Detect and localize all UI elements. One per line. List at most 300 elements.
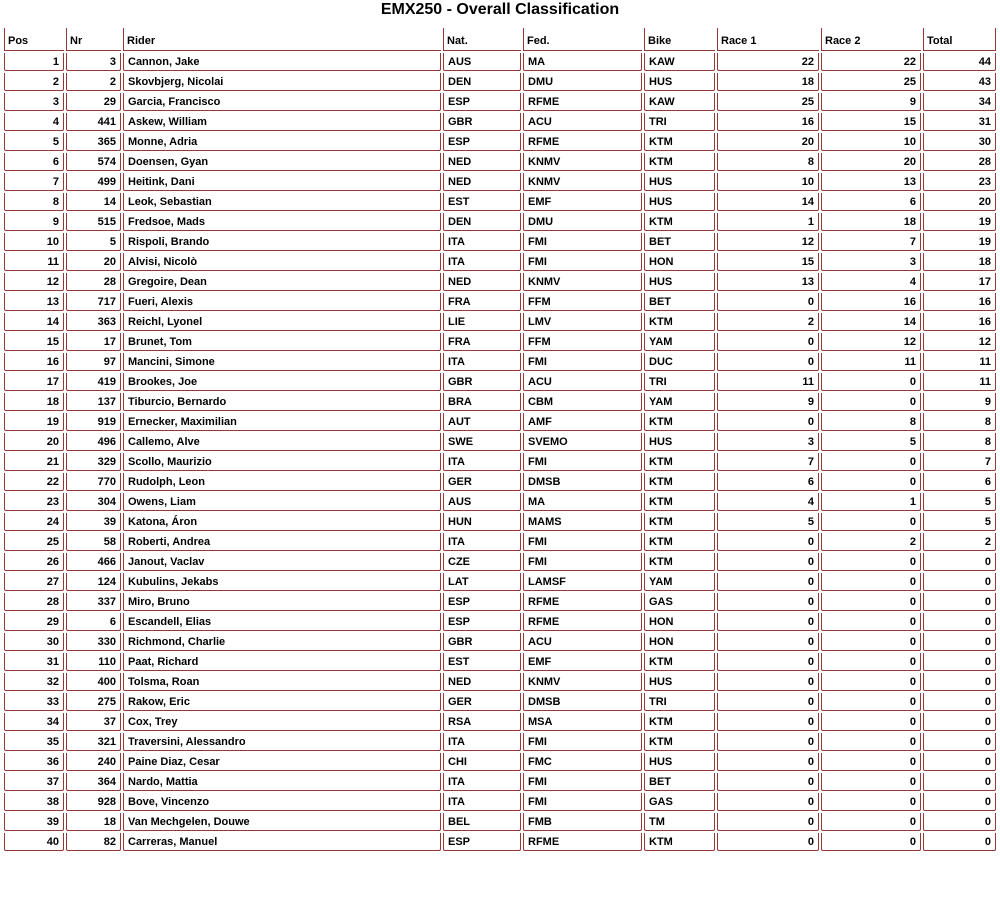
- race1-cell: 0: [717, 833, 819, 851]
- nat-cell: ITA: [443, 773, 521, 791]
- nr-cell: 5: [66, 233, 121, 251]
- total-cell: 0: [923, 813, 996, 831]
- total-cell: 43: [923, 73, 996, 91]
- table-row: [4, 493, 996, 511]
- nr-cell: 363: [66, 313, 121, 331]
- race1-cell: 18: [717, 73, 819, 91]
- table-row: [4, 313, 996, 331]
- rider-cell: Cox, Trey: [123, 713, 441, 731]
- rider-cell: Reichl, Lyonel: [123, 313, 441, 331]
- table-row: [4, 413, 996, 431]
- rider-cell: Ernecker, Maximilian: [123, 413, 441, 431]
- nat-cell: ESP: [443, 613, 521, 631]
- rider-cell: Bove, Vincenzo: [123, 793, 441, 811]
- table-row: [4, 553, 996, 571]
- bike-cell: KTM: [644, 153, 715, 171]
- page-title: EMX250 - Overall Classification: [380, 1, 620, 18]
- total-cell: 2: [923, 533, 996, 551]
- fed-cell: FMI: [523, 253, 642, 271]
- rider-cell: Mancini, Simone: [123, 353, 441, 371]
- race1-cell: 1: [717, 213, 819, 231]
- fed-cell: MSA: [523, 713, 642, 731]
- race2-cell: 0: [821, 453, 921, 471]
- table-row: [4, 173, 996, 191]
- column-header-total: Total: [923, 28, 996, 51]
- bike-cell: BET: [644, 293, 715, 311]
- race2-cell: 5: [821, 433, 921, 451]
- race2-cell: 12: [821, 333, 921, 351]
- rider-cell: Heitink, Dani: [123, 173, 441, 191]
- rider-cell: Monne, Adria: [123, 133, 441, 151]
- nr-cell: 17: [66, 333, 121, 351]
- total-cell: 0: [923, 773, 996, 791]
- total-cell: 23: [923, 173, 996, 191]
- fed-cell: FFM: [523, 293, 642, 311]
- rider-cell: Roberti, Andrea: [123, 533, 441, 551]
- nat-cell: ITA: [443, 253, 521, 271]
- fed-cell: FMI: [523, 233, 642, 251]
- race2-cell: 0: [821, 573, 921, 591]
- nr-cell: 321: [66, 733, 121, 751]
- table-row: [4, 73, 996, 91]
- fed-cell: FMB: [523, 813, 642, 831]
- pos-cell: 36: [4, 753, 64, 771]
- total-cell: 18: [923, 253, 996, 271]
- table-row: [4, 333, 996, 351]
- race2-cell: 3: [821, 253, 921, 271]
- nat-cell: GBR: [443, 633, 521, 651]
- race2-cell: 18: [821, 213, 921, 231]
- total-cell: 28: [923, 153, 996, 171]
- fed-cell: FMI: [523, 733, 642, 751]
- rider-cell: Tiburcio, Bernardo: [123, 393, 441, 411]
- nat-cell: NED: [443, 173, 521, 191]
- table-row: [4, 693, 996, 711]
- total-cell: 5: [923, 493, 996, 511]
- rider-cell: Miro, Bruno: [123, 593, 441, 611]
- fed-cell: FMC: [523, 753, 642, 771]
- fed-cell: RFME: [523, 133, 642, 151]
- fed-cell: KNMV: [523, 173, 642, 191]
- table-row: [4, 93, 996, 111]
- nat-cell: EST: [443, 653, 521, 671]
- nat-cell: EST: [443, 193, 521, 211]
- fed-cell: FMI: [523, 353, 642, 371]
- race2-cell: 0: [821, 553, 921, 571]
- bike-cell: KTM: [644, 213, 715, 231]
- nr-cell: 717: [66, 293, 121, 311]
- table-row: [4, 773, 996, 791]
- nat-cell: FRA: [443, 293, 521, 311]
- nat-cell: GER: [443, 693, 521, 711]
- race1-cell: 11: [717, 373, 819, 391]
- race1-cell: 0: [717, 333, 819, 351]
- race1-cell: 0: [717, 633, 819, 651]
- bike-cell: TM: [644, 813, 715, 831]
- rider-cell: Rispoli, Brando: [123, 233, 441, 251]
- pos-cell: 10: [4, 233, 64, 251]
- rider-cell: Rudolph, Leon: [123, 473, 441, 491]
- pos-cell: 22: [4, 473, 64, 491]
- pos-cell: 16: [4, 353, 64, 371]
- total-cell: 0: [923, 733, 996, 751]
- bike-cell: KAW: [644, 93, 715, 111]
- race2-cell: 13: [821, 173, 921, 191]
- rider-cell: Paine Diaz, Cesar: [123, 753, 441, 771]
- fed-cell: EMF: [523, 653, 642, 671]
- table-row: [4, 213, 996, 231]
- nr-cell: 82: [66, 833, 121, 851]
- pos-cell: 24: [4, 513, 64, 531]
- total-cell: 0: [923, 553, 996, 571]
- rider-cell: Richmond, Charlie: [123, 633, 441, 651]
- rider-cell: Askew, William: [123, 113, 441, 131]
- total-cell: 8: [923, 413, 996, 431]
- rider-cell: Paat, Richard: [123, 653, 441, 671]
- rider-cell: Alvisi, Nicolò: [123, 253, 441, 271]
- pos-cell: 29: [4, 613, 64, 631]
- nat-cell: AUS: [443, 493, 521, 511]
- table-body: [4, 53, 996, 851]
- fed-cell: MA: [523, 53, 642, 71]
- column-header-pos: Pos: [4, 28, 64, 51]
- fed-cell: DMU: [523, 213, 642, 231]
- race1-cell: 0: [717, 553, 819, 571]
- total-cell: 34: [923, 93, 996, 111]
- column-header-bike: Bike: [644, 28, 715, 51]
- nr-cell: 275: [66, 693, 121, 711]
- column-header-rider: Rider: [123, 28, 441, 51]
- bike-cell: HUS: [644, 173, 715, 191]
- table-row: [4, 573, 996, 591]
- race1-cell: 10: [717, 173, 819, 191]
- nat-cell: ITA: [443, 453, 521, 471]
- race2-cell: 0: [821, 613, 921, 631]
- race2-cell: 20: [821, 153, 921, 171]
- race1-cell: 0: [717, 733, 819, 751]
- nr-cell: 499: [66, 173, 121, 191]
- pos-cell: 28: [4, 593, 64, 611]
- rider-cell: Scollo, Maurizio: [123, 453, 441, 471]
- race1-cell: 0: [717, 413, 819, 431]
- race1-cell: 0: [717, 813, 819, 831]
- rider-cell: Traversini, Alessandro: [123, 733, 441, 751]
- nr-cell: 364: [66, 773, 121, 791]
- rider-cell: Garcia, Francisco: [123, 93, 441, 111]
- rider-cell: Brookes, Joe: [123, 373, 441, 391]
- pos-cell: 31: [4, 653, 64, 671]
- nr-cell: 6: [66, 613, 121, 631]
- bike-cell: GAS: [644, 593, 715, 611]
- fed-cell: RFME: [523, 613, 642, 631]
- nat-cell: AUT: [443, 413, 521, 431]
- table-row: [4, 613, 996, 631]
- nat-cell: AUS: [443, 53, 521, 71]
- rider-cell: Skovbjerg, Nicolai: [123, 73, 441, 91]
- column-header-race2: Race 2: [821, 28, 921, 51]
- fed-cell: RFME: [523, 93, 642, 111]
- nr-cell: 20: [66, 253, 121, 271]
- race2-cell: 15: [821, 113, 921, 131]
- total-cell: 0: [923, 793, 996, 811]
- rider-cell: Tolsma, Roan: [123, 673, 441, 691]
- total-cell: 5: [923, 513, 996, 531]
- race1-cell: 0: [717, 593, 819, 611]
- bike-cell: KTM: [644, 413, 715, 431]
- table-row: [4, 813, 996, 831]
- rider-cell: Escandell, Elias: [123, 613, 441, 631]
- race1-cell: 0: [717, 793, 819, 811]
- nr-cell: 240: [66, 753, 121, 771]
- race1-cell: 2: [717, 313, 819, 331]
- nr-cell: 2: [66, 73, 121, 91]
- rider-cell: Gregoire, Dean: [123, 273, 441, 291]
- race2-cell: 14: [821, 313, 921, 331]
- table-row: [4, 193, 996, 211]
- race2-cell: 7: [821, 233, 921, 251]
- table-row: [4, 433, 996, 451]
- nr-cell: 515: [66, 213, 121, 231]
- pos-cell: 9: [4, 213, 64, 231]
- bike-cell: KTM: [644, 713, 715, 731]
- fed-cell: FMI: [523, 793, 642, 811]
- total-cell: 19: [923, 213, 996, 231]
- total-cell: 0: [923, 713, 996, 731]
- total-cell: 20: [923, 193, 996, 211]
- race1-cell: 0: [717, 353, 819, 371]
- pos-cell: 19: [4, 413, 64, 431]
- bike-cell: YAM: [644, 333, 715, 351]
- nr-cell: 574: [66, 153, 121, 171]
- classification-table: [2, 26, 998, 853]
- race2-cell: 0: [821, 773, 921, 791]
- nr-cell: 97: [66, 353, 121, 371]
- race1-cell: 0: [717, 753, 819, 771]
- race2-cell: 22: [821, 53, 921, 71]
- fed-cell: FMI: [523, 453, 642, 471]
- pos-cell: 6: [4, 153, 64, 171]
- race2-cell: 0: [821, 673, 921, 691]
- total-cell: 19: [923, 233, 996, 251]
- nat-cell: NED: [443, 273, 521, 291]
- bike-cell: KTM: [644, 133, 715, 151]
- fed-cell: FMI: [523, 553, 642, 571]
- rider-cell: Leok, Sebastian: [123, 193, 441, 211]
- nat-cell: SWE: [443, 433, 521, 451]
- nat-cell: FRA: [443, 333, 521, 351]
- bike-cell: KTM: [644, 653, 715, 671]
- rider-cell: Cannon, Jake: [123, 53, 441, 71]
- rider-cell: Katona, Áron: [123, 513, 441, 531]
- nat-cell: HUN: [443, 513, 521, 531]
- bike-cell: HUS: [644, 433, 715, 451]
- pos-cell: 2: [4, 73, 64, 91]
- pos-cell: 4: [4, 113, 64, 131]
- nat-cell: LAT: [443, 573, 521, 591]
- nr-cell: 928: [66, 793, 121, 811]
- nat-cell: ITA: [443, 533, 521, 551]
- nr-cell: 496: [66, 433, 121, 451]
- bike-cell: TRI: [644, 373, 715, 391]
- table-row: [4, 633, 996, 651]
- rider-cell: Fueri, Alexis: [123, 293, 441, 311]
- fed-cell: LMV: [523, 313, 642, 331]
- table-row: [4, 753, 996, 771]
- bike-cell: KTM: [644, 453, 715, 471]
- nr-cell: 365: [66, 133, 121, 151]
- nr-cell: 137: [66, 393, 121, 411]
- bike-cell: KTM: [644, 493, 715, 511]
- table-row: [4, 273, 996, 291]
- race1-cell: 0: [717, 673, 819, 691]
- fed-cell: AMF: [523, 413, 642, 431]
- table-row: [4, 653, 996, 671]
- bike-cell: YAM: [644, 573, 715, 591]
- column-header-nr: Nr: [66, 28, 121, 51]
- race1-cell: 0: [717, 573, 819, 591]
- nr-cell: 110: [66, 653, 121, 671]
- pos-cell: 33: [4, 693, 64, 711]
- nr-cell: 14: [66, 193, 121, 211]
- bike-cell: KTM: [644, 513, 715, 531]
- total-cell: 6: [923, 473, 996, 491]
- nr-cell: 304: [66, 493, 121, 511]
- fed-cell: FFM: [523, 333, 642, 351]
- bike-cell: HUS: [644, 193, 715, 211]
- bike-cell: KTM: [644, 473, 715, 491]
- fed-cell: CBM: [523, 393, 642, 411]
- pos-cell: 17: [4, 373, 64, 391]
- race1-cell: 8: [717, 153, 819, 171]
- race2-cell: 8: [821, 413, 921, 431]
- bike-cell: TRI: [644, 113, 715, 131]
- nat-cell: ESP: [443, 133, 521, 151]
- race1-cell: 7: [717, 453, 819, 471]
- nat-cell: RSA: [443, 713, 521, 731]
- fed-cell: DMU: [523, 73, 642, 91]
- pos-cell: 32: [4, 673, 64, 691]
- bike-cell: HUS: [644, 73, 715, 91]
- pos-cell: 13: [4, 293, 64, 311]
- race2-cell: 0: [821, 713, 921, 731]
- table-row: [4, 833, 996, 851]
- race1-cell: 15: [717, 253, 819, 271]
- race1-cell: 12: [717, 233, 819, 251]
- table-row: [4, 513, 996, 531]
- pos-cell: 8: [4, 193, 64, 211]
- rider-cell: Nardo, Mattia: [123, 773, 441, 791]
- rider-cell: Doensen, Gyan: [123, 153, 441, 171]
- pos-cell: 7: [4, 173, 64, 191]
- nr-cell: 29: [66, 93, 121, 111]
- race2-cell: 0: [821, 513, 921, 531]
- pos-cell: 35: [4, 733, 64, 751]
- bike-cell: KAW: [644, 53, 715, 71]
- fed-cell: KNMV: [523, 153, 642, 171]
- total-cell: 0: [923, 673, 996, 691]
- race2-cell: 2: [821, 533, 921, 551]
- column-header-fed: Fed.: [523, 28, 642, 51]
- race2-cell: 0: [821, 833, 921, 851]
- total-cell: 12: [923, 333, 996, 351]
- nr-cell: 58: [66, 533, 121, 551]
- nr-cell: 18: [66, 813, 121, 831]
- race2-cell: 1: [821, 493, 921, 511]
- pos-cell: 26: [4, 553, 64, 571]
- race1-cell: 4: [717, 493, 819, 511]
- nat-cell: DEN: [443, 73, 521, 91]
- bike-cell: TRI: [644, 693, 715, 711]
- table-row: [4, 713, 996, 731]
- total-cell: 17: [923, 273, 996, 291]
- rider-cell: Kubulins, Jekabs: [123, 573, 441, 591]
- rider-cell: Fredsoe, Mads: [123, 213, 441, 231]
- fed-cell: FMI: [523, 773, 642, 791]
- nr-cell: 37: [66, 713, 121, 731]
- nr-cell: 329: [66, 453, 121, 471]
- bike-cell: DUC: [644, 353, 715, 371]
- nr-cell: 337: [66, 593, 121, 611]
- total-cell: 0: [923, 753, 996, 771]
- race2-cell: 16: [821, 293, 921, 311]
- fed-cell: LAMSF: [523, 573, 642, 591]
- pos-cell: 12: [4, 273, 64, 291]
- pos-cell: 11: [4, 253, 64, 271]
- fed-cell: ACU: [523, 633, 642, 651]
- fed-cell: ACU: [523, 373, 642, 391]
- pos-cell: 40: [4, 833, 64, 851]
- race2-cell: 25: [821, 73, 921, 91]
- table-row: [4, 253, 996, 271]
- total-cell: 31: [923, 113, 996, 131]
- pos-cell: 27: [4, 573, 64, 591]
- nr-cell: 919: [66, 413, 121, 431]
- bike-cell: KTM: [644, 533, 715, 551]
- bike-cell: KTM: [644, 733, 715, 751]
- fed-cell: MAMS: [523, 513, 642, 531]
- nat-cell: BEL: [443, 813, 521, 831]
- fed-cell: KNMV: [523, 273, 642, 291]
- pos-cell: 21: [4, 453, 64, 471]
- pos-cell: 38: [4, 793, 64, 811]
- rider-cell: Owens, Liam: [123, 493, 441, 511]
- column-header-nat: Nat.: [443, 28, 521, 51]
- bike-cell: HUS: [644, 673, 715, 691]
- race2-cell: 0: [821, 793, 921, 811]
- total-cell: 0: [923, 693, 996, 711]
- bike-cell: KTM: [644, 553, 715, 571]
- total-cell: 16: [923, 293, 996, 311]
- bike-cell: HUS: [644, 753, 715, 771]
- race1-cell: 6: [717, 473, 819, 491]
- rider-cell: Brunet, Tom: [123, 333, 441, 351]
- table-row: [4, 533, 996, 551]
- pos-cell: 20: [4, 433, 64, 451]
- race2-cell: 10: [821, 133, 921, 151]
- race2-cell: 11: [821, 353, 921, 371]
- total-cell: 0: [923, 653, 996, 671]
- nat-cell: GBR: [443, 373, 521, 391]
- table-row: [4, 453, 996, 471]
- nat-cell: ITA: [443, 353, 521, 371]
- nat-cell: ESP: [443, 93, 521, 111]
- nat-cell: BRA: [443, 393, 521, 411]
- total-cell: 9: [923, 393, 996, 411]
- race2-cell: 0: [821, 733, 921, 751]
- bike-cell: HUS: [644, 273, 715, 291]
- fed-cell: RFME: [523, 593, 642, 611]
- total-cell: 30: [923, 133, 996, 151]
